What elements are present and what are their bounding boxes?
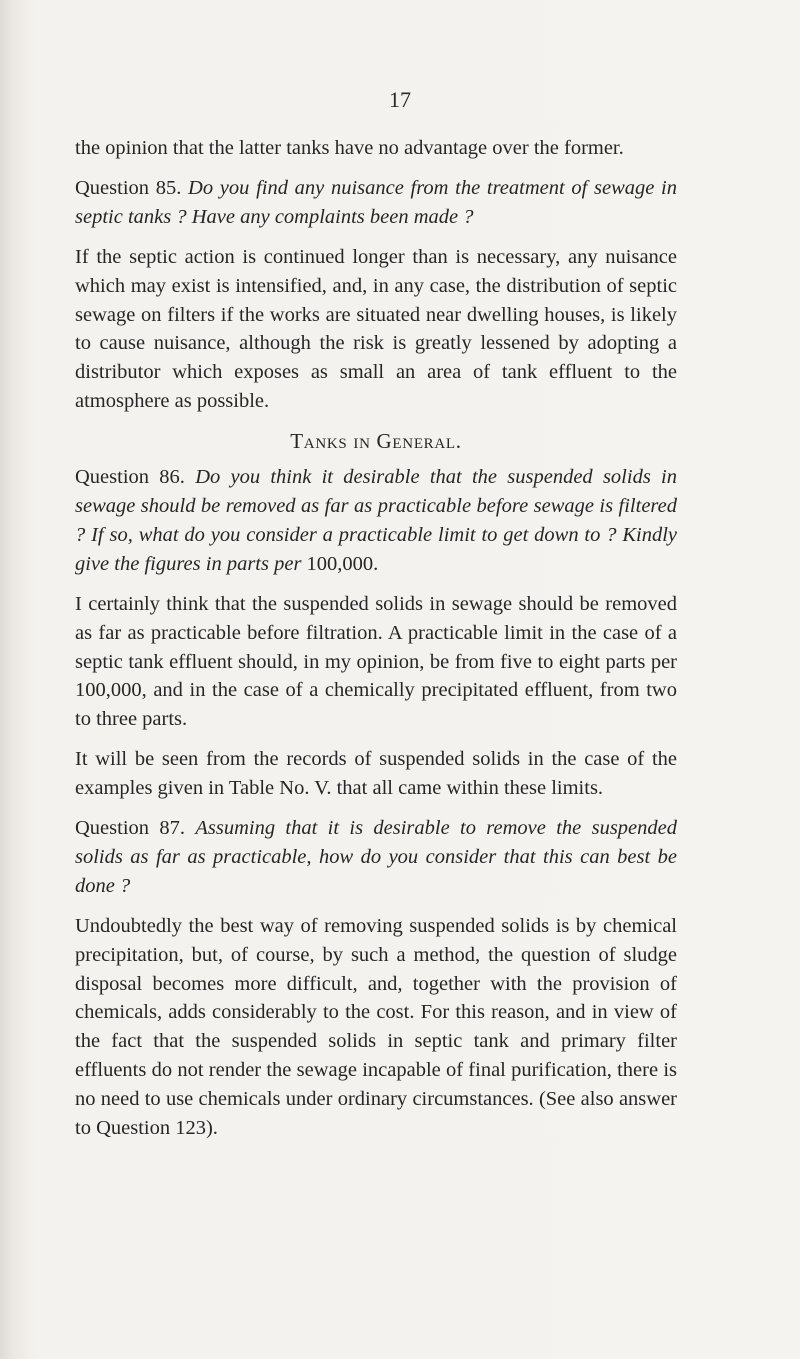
question-86-label: Question 86. xyxy=(75,466,185,489)
question-85-text: Do you find any nuisance from the treatment of sewage in septic tanks ? Have any complaints been made ? xyxy=(75,176,678,228)
paragraph-continuation: the opinion that the latter tanks have no advantage over the former. xyxy=(75,137,624,159)
question-86-text: Do you think it desirable that the suspended solids in sewage should be removed as far as practicable before sewage is filtered ? If so, what do you consider a practicable limit to get down to ? Kindly give the figures in parts per xyxy=(75,466,677,575)
question-86-number: 100,000. xyxy=(306,552,379,575)
answer-86-continued: It will be seen from the records of suspended solids in the case of the examples given in Table No. V. that all came within these limits. xyxy=(75,748,677,800)
answer-85: If the septic action is continued longer than is necessary, any nuisance which may exist is intensified, and, in any case, the distribution of septic sewage on filters if the works are situated near dwelling houses, is likely to cause nuisance, although the risk is greatly lessened by adopting a distributor which exposes as small an area of tank effluent to the atmosphere as possible. xyxy=(75,245,677,413)
question-87-text: Assuming that it is desirable to remove the suspended solids as far as practicable, how do you consider that this can best be done ? xyxy=(75,817,677,897)
answer-86: I certainly think that the suspended solids in sewage should be removed as far as practicable before filtration. A practicable limit in the case of a septic tank effluent should, in my opinion, be from five to eight parts per 100,000, and in the case of a chemically precipitated effluent, from two to three parts. xyxy=(75,592,677,731)
answer-87: Undoubtedly the best way of removing suspended solids is by chemical precipitation, but, of course, by such a method, the question of sludge disposal becomes more difficult, and, together with the provision of chemicals, adds considerably to the cost. For this reason, and in view of the fact that the suspended solids in septic tank and primary filter effluents do not render the sewage incapable of final purification, there is no need to use chemicals under ordinary circumstances. (See also answer to Question 123). xyxy=(75,914,677,1140)
body-text xyxy=(75,134,677,1154)
question-86 xyxy=(75,463,677,579)
section-heading: Tanks in General. xyxy=(290,429,462,454)
question-87 xyxy=(75,814,677,901)
question-85-label: Question 85. xyxy=(75,176,182,199)
question-85 xyxy=(75,174,677,232)
question-87-label: Question 87. xyxy=(75,817,185,840)
page-number: 17 xyxy=(389,87,411,112)
